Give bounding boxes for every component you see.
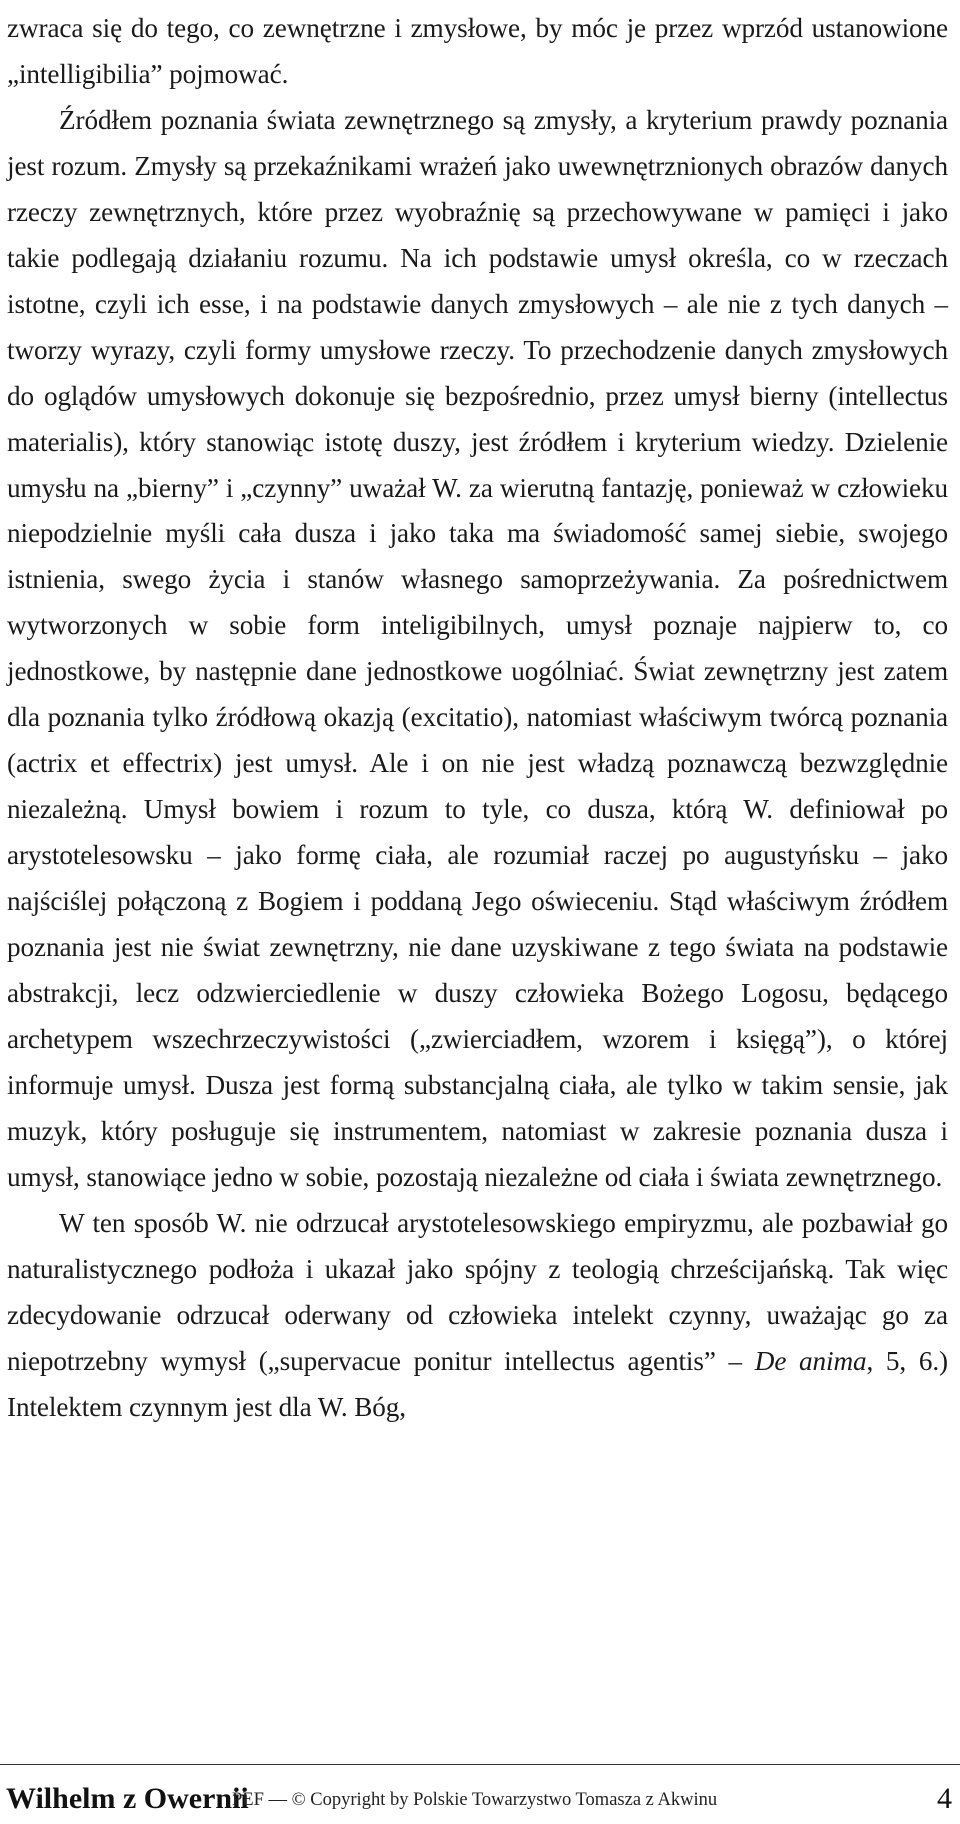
page-footer xyxy=(0,1764,960,1824)
paragraph-2 xyxy=(7,98,948,1201)
paragraph-3-text: W ten sposób W. nie odrzucał arystotelesowskiego empiryzmu, ale pozbawiał go naturalistycznego podłoża i ukazał jako spójny z teologią chrześcijańską. Tak więc zdecydowanie odrzucał oderwany od człowieka intelekt czynny, uważając go za niepotrzebny wymysł („supervacue ponitur intellectus agentis” – xyxy=(7,1207,948,1376)
paragraph-2-text: Źródłem poznania świata zewnętrznego są zmysły, a kryterium prawdy poznania jest rozum. Zmysły są przekaźnikami wrażeń jako uwewnętrznionych obrazów danych rzeczy zewnętrznych, które przez wyobraźnię są przechowywane w pamięci i jako takie podlegają działaniu rozumu. Na ich podstawie umysł określa, co w rzeczach istotne, czyli ich esse, i na podstawie danych zmysłowych – ale nie z tych danych – tworzy wyrazy, czyli formy umysłowe rzeczy. To przechodzenie danych zmysłowych do oglądów umysłowych dokonuje się bezpośrednio, przez umysł bierny (intellectus materialis), który stanowiąc istotę duszy, jest źródłem i kryterium wiedzy. Dzielenie umysłu na „bierny” i „czynny” uważał W. za wierutną fantazję, ponieważ w człowieku niepodzielnie myśli cała dusza i jako taka ma świadomość samej siebie, swojego istnienia, swego życia i stanów własnego samoprzeżywania. Za pośrednictwem wytworzonych w sobie form inteligibilnych, umysł poznaje najpierw to, co jednostkowe, by następnie dane jednostkowe uogólniać. Świat zewnętrzny jest zatem dla poznania tylko źródłową okazją (excitatio), natomiast właściwym twórcą poznania (actrix et effectrix) jest umysł. Ale i on nie jest władzą poznawczą bezwzględnie niezależną. Umysł bowiem i rozum to tyle, co dusza, którą W. definiował po arystotelesowsku – jako formę ciała, ale rozumiał raczej po augustyńsku – jako najściślej połączoną z Bogiem i poddaną Jego oświeceniu. Stąd właściwym źródłem poznania jest nie świat zewnętrzny, nie dane uzyskiwane z tego świata na podstawie abstrakcji, lecz odzwierciedlenie w duszy człowieka Bożego Logosu, będącego archetypem wszechrzeczywistości („zwierciadłem, wzorem i księgą”), o której informuje umysł. Dusza jest formą substancjalną ciała, ale tylko w takim sensie, jak muzyk, który posługuje się instrumentem, natomiast w zakresie poznania dusza i umysł, stanowiące jedno w sobie, pozostają niezależne od ciała i świata zewnętrznego. xyxy=(7,104,948,1192)
page-number: 4 xyxy=(937,1782,952,1815)
paragraph-3-italic-title: De anima xyxy=(754,1345,867,1376)
paragraph-3-text-end: , 5, 6.) Intelektem czynnym jest dla W. Bóg, xyxy=(7,1345,948,1422)
body-text xyxy=(7,6,948,1431)
paragraph-3 xyxy=(7,1201,948,1431)
paragraph-1-text: zwraca się do tego, co zewnętrzne i zmysłowe, by móc je przez wprzód ustanowione „intelligibilia” pojmować. xyxy=(7,13,948,89)
footer-copyright: PEF — © Copyright by Polskie Towarzystwo Tomasza z Akwinu xyxy=(232,1790,718,1810)
footer-title: Wilhelm z Owernii xyxy=(6,1782,249,1815)
paragraph-1 xyxy=(7,6,948,98)
footer-divider xyxy=(0,1764,960,1765)
